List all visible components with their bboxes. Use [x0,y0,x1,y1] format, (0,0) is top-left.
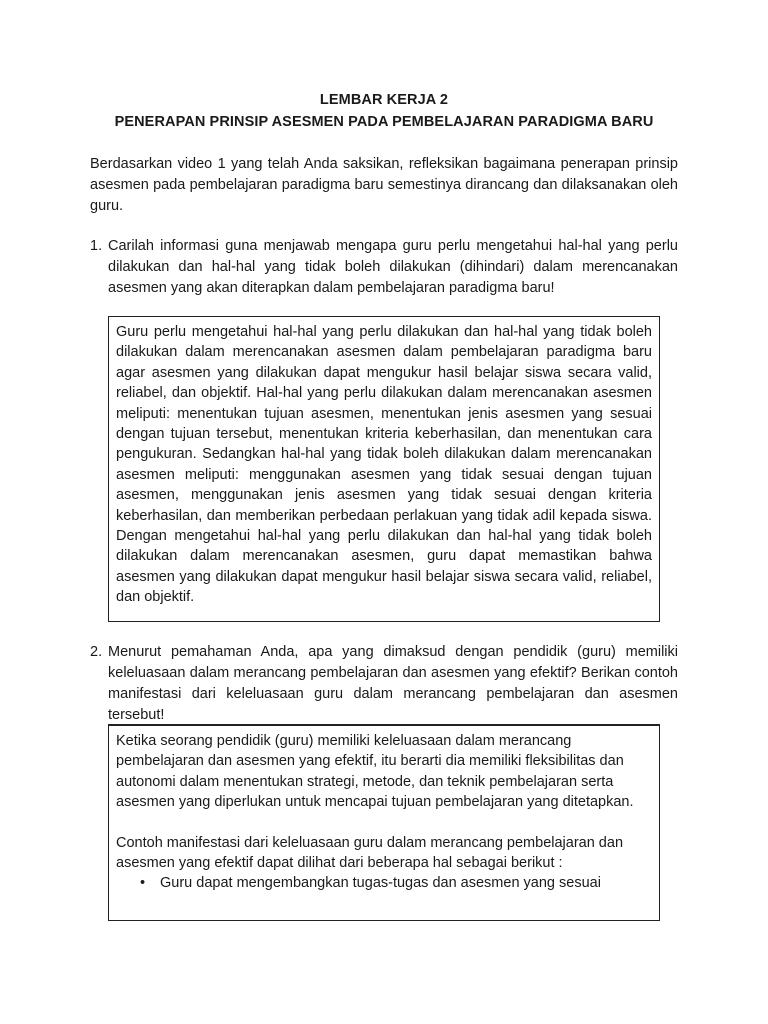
answer-paragraph: Contoh manifestasi dari keleluasaan guru dalam merancang pembelajaran dan asesmen yang efektif dapat dilihat dari beberapa hal sebagai berikut : [116,834,624,872]
list-item-text: Guru dapat mengembangkan tugas-tugas dan asesmen yang sesuai [160,875,601,892]
document-title: LEMBAR KERJA 2 [319,92,449,108]
bullet-icon: • [140,875,146,892]
answer-paragraph: Ketika seorang pendidik (guru) memiliki keleluasaan dalam merancang pembelajaran dan asesmen yang efektif, itu berarti dia memiliki fleksibilitas dan autonomi dalam menentukan strategi, metode, dan teknik pembelajaran serta asesmen yang diperlukan untuk mencapai tujuan pembelajaran yang ditetapkan. [116,733,634,811]
paragraph-spacer [116,813,652,833]
list-item [116,873,652,893]
intro-paragraph: Berdasarkan video 1 yang telah Anda saksikan, refleksikan bagaimana penerapan prinsip asesmen pada pembelajaran paradigma baru semestinya dirancang dan dilaksanakan oleh guru. [90,156,678,214]
question-1 [90,236,678,299]
question-text: Carilah informasi guna menjawab mengapa guru perlu mengetahui hal-hal yang perlu dilakukan dan hal-hal yang tidak boleh dilakukan (dihindari) dalam merencanakan asesmen yang akan diterapkan dalam pembelajaran paradigma baru! [108,238,678,296]
question-2 [90,642,678,726]
answer-box-1: Guru perlu mengetahui hal-hal yang perlu dilakukan dan hal-hal yang tidak boleh dilakukan dalam merencanakan asesmen dalam pembelajaran paradigma baru agar asesmen yang dilakukan dapat mengukur hasil belajar siswa secara valid, reliabel, dan objektif. Hal-hal yang perlu dilakukan dalam merencanakan asesmen meliputi: menentukan tujuan asesmen, menentukan jenis asesmen yang sesuai dengan tujuan tersebut, menentukan kriteria keberhasilan, dan menentukan cara pengukuran. Sedangkan hal-hal yang tidak boleh dilakukan dalam merencanakan asesmen meliputi: menggunakan asesmen yang tidak sesuai dengan tujuan asesmen, menggunakan jenis asesmen yang tidak sesuai dengan kriteria keberhasilan, dan memberikan perbedaan perlakuan yang tidak adil kepada siswa. Dengan mengetahui hal-hal yang perlu dilakukan dan hal-hal yang tidak boleh dilakukan dalam merencanakan asesmen, guru dapat memastikan bahwa asesmen yang dilakukan dapat mengukur hasil belajar siswa secara valid, reliabel, dan objektif. [108,316,660,622]
question-text: Menurut pemahaman Anda, apa yang dimaksud dengan pendidik (guru) memiliki keleluasaan dalam merancang pembelajaran dan asesmen yang efektif? Berikan contoh manifestasi dari keleluasaan guru dalam merancang pembelajaran dan asesmen tersebut! [108,644,678,723]
answer-box-2 [108,724,660,921]
question-number: 2. [90,644,103,660]
document-subtitle: PENERAPAN PRINSIP ASESMEN PADA PEMBELAJARAN PARADIGMA BARU [114,114,654,130]
answer-bullet-list [116,873,652,893]
question-number: 1. [90,238,103,254]
